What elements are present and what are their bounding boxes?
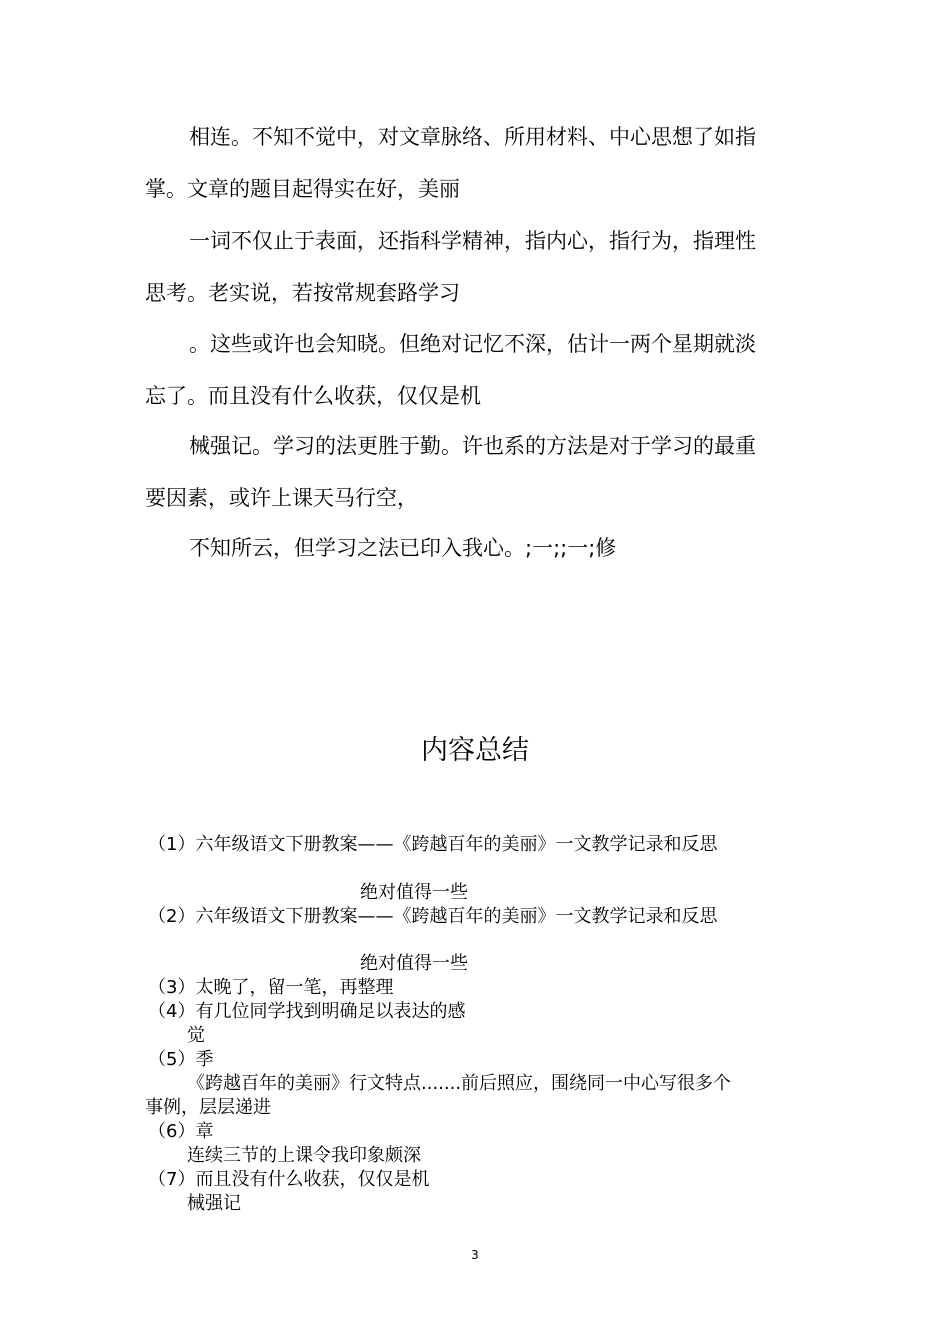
summary-item-1-cont: 绝对值得一些 [360, 882, 468, 903]
summary-item-6: （6）章 [148, 1121, 214, 1142]
paragraph-4 [145, 420, 805, 524]
paragraph-line: 思考。老实说，若按常规套路学习 [145, 281, 460, 305]
paragraph-line: 相连。不知不觉中，对文章脉络、所用材料、中心思想了如指 [189, 125, 756, 149]
summary-item-2: （2）六年级语文下册教案——《跨越百年的美丽》一文教学记录和反思 [148, 906, 718, 927]
summary-title: 内容总结 [421, 735, 529, 766]
summary-item-5-cont: 《跨越百年的美丽》行文特点.......前后照应，围绕同一中心写很多个 [187, 1073, 732, 1094]
paragraph-line: 要因素，或许上课天马行空， [145, 486, 418, 510]
summary-item-2-cont: 绝对值得一些 [360, 953, 468, 974]
summary-item-6-cont: 连续三节的上课令我印象颇深 [187, 1145, 421, 1166]
paragraph-1 [145, 111, 805, 215]
summary-item-7: （7）而且没有什么收获，仅仅是机 [148, 1169, 430, 1190]
summary-item-5: （5）季 [148, 1049, 214, 1070]
paragraph-line: 不知所云，但学习之法已印入我心。;一;;一;修 [189, 536, 617, 560]
summary-item-4-cont: 觉 [187, 1025, 205, 1046]
summary-item-3: （3）太晚了，留一笔，再整理 [148, 977, 394, 998]
paragraph-2 [145, 215, 805, 319]
paragraph-line: 掌。文章的题目起得实在好，美丽 [145, 177, 460, 201]
paragraph-line: 忘了。而且没有什么收获，仅仅是机 [145, 384, 481, 408]
summary-item-1: （1）六年级语文下册教案——《跨越百年的美丽》一文教学记录和反思 [148, 834, 718, 855]
summary-item-5-cont2: 事例，层层递进 [145, 1097, 271, 1118]
page-number: 3 [471, 1248, 479, 1262]
paragraph-line: 一词不仅止于表面，还指科学精神，指内心，指行为，指理性 [189, 229, 756, 253]
paragraph-3 [145, 318, 805, 422]
summary-item-7-cont: 械强记 [187, 1193, 241, 1214]
summary-item-4: （4）有几位同学找到明确足以表达的感 [148, 1001, 466, 1022]
paragraph-line: 。这些或许也会知晓。但绝对记忆不深，估计一两个星期就淡 [189, 332, 756, 356]
paragraph-5 [145, 522, 805, 574]
paragraph-line: 械强记。学习的法更胜于勤。许也系的方法是对于学习的最重 [189, 434, 756, 458]
